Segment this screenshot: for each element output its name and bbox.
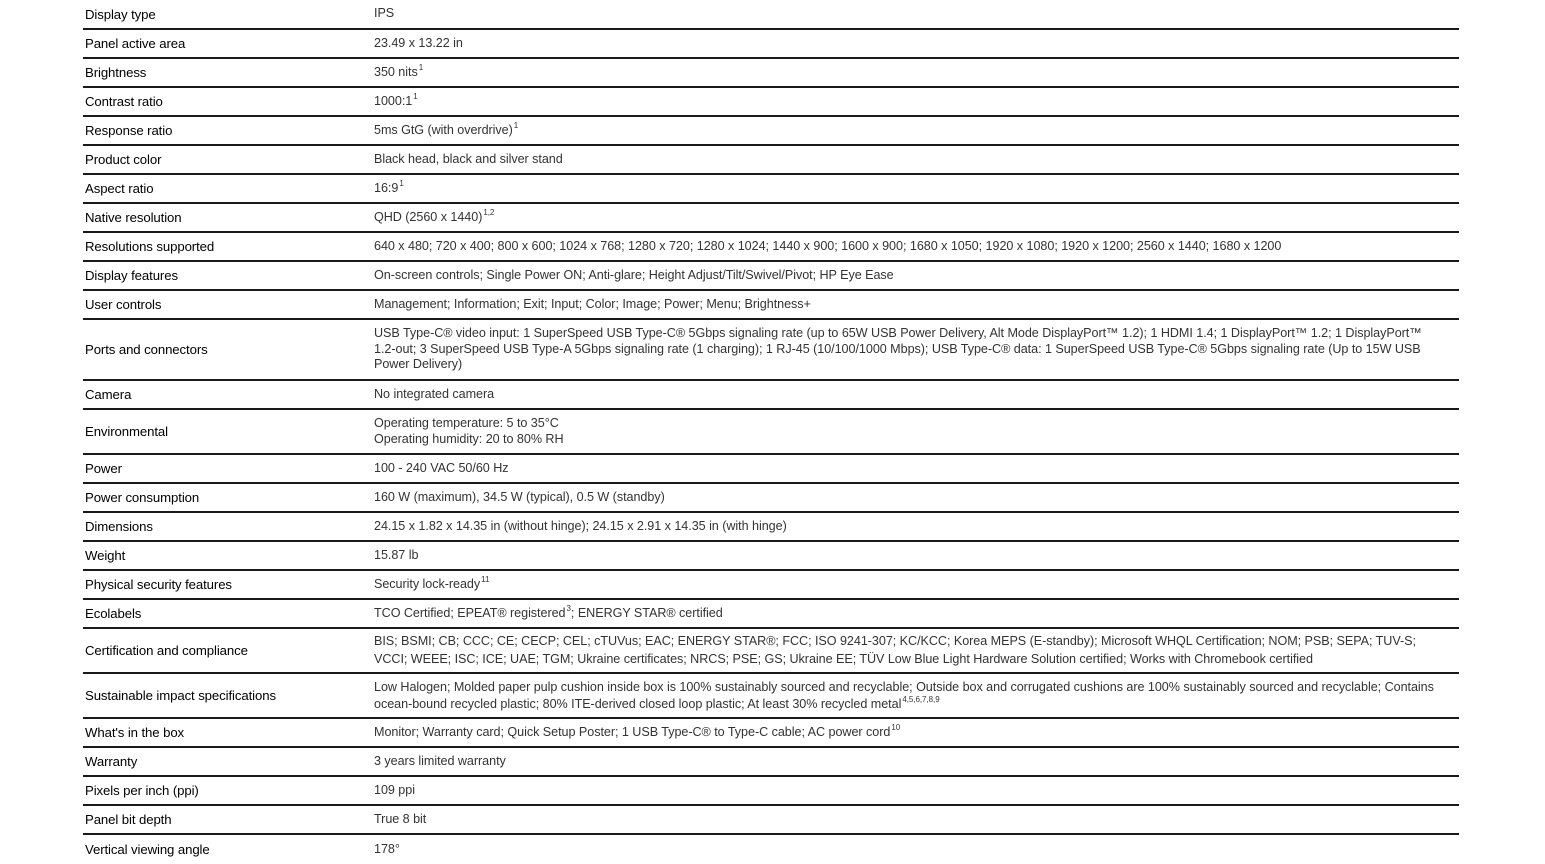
spec-label: Resolutions supported [85, 239, 215, 254]
spec-row-warranty [83, 748, 1459, 777]
spec-label: Brightness [85, 65, 147, 80]
spec-row-user-controls [83, 291, 1459, 320]
spec-value: Management; Information; Exit; Input; Color; Image; Power; Menu; Brightness+ [374, 296, 811, 311]
spec-row-resolutions-supported [83, 233, 1459, 262]
spec-row-environmental [83, 410, 1459, 455]
spec-label: Sustainable impact specifications [85, 688, 276, 703]
spec-value: TCO Certified; EPEAT® registered$^3$; ENERGY STAR® certified [374, 603, 723, 620]
spec-row-power-consumption [83, 484, 1459, 513]
footnote-ref: 1 [413, 91, 418, 101]
spec-row-weight [83, 542, 1459, 571]
spec-label: Product color [85, 152, 162, 167]
spec-value: Security lock-ready$^{11}$ [374, 574, 490, 591]
spec-row-sustainable-impact [83, 674, 1459, 719]
spec-value: 15.87 lb [374, 547, 419, 562]
spec-row-brightness [83, 59, 1459, 88]
spec-label: Vertical viewing angle [85, 842, 210, 857]
footnote-ref: 4,5,6,7,8,9 [902, 694, 940, 704]
spec-label: Camera [85, 387, 132, 402]
spec-row-certification [83, 629, 1459, 674]
spec-label: Ecolabels [85, 606, 142, 621]
spec-value: True 8 bit [374, 811, 427, 826]
spec-row-camera [83, 381, 1459, 410]
spec-row-pixels-per-inch [83, 777, 1459, 806]
spec-label: Warranty [85, 754, 138, 769]
spec-value: No integrated camera [374, 386, 495, 401]
spec-row-contrast-ratio [83, 88, 1459, 117]
spec-label: Weight [85, 548, 126, 563]
spec-value: 350 nits$^1$ [374, 62, 424, 79]
spec-label: Dimensions [85, 519, 153, 534]
spec-value: $16:9^1$ [374, 178, 404, 195]
spec-label: Ports and connectors [85, 342, 208, 357]
spec-value: 100 - 240 VAC 50/60 Hz [374, 460, 509, 475]
spec-label: Power consumption [85, 490, 200, 505]
spec-label: Aspect ratio [85, 181, 154, 196]
spec-label: Certification and compliance [85, 643, 248, 658]
spec-label: Pixels per inch (ppi) [85, 783, 199, 798]
spec-label: Panel active area [85, 36, 186, 51]
spec-value: On-screen controls; Single Power ON; Anti-glare; Height Adjust/Tilt/Swivel/Pivot; HP Eye Ease [374, 267, 894, 282]
spec-row-power [83, 455, 1459, 484]
spec-row-display-type [83, 0, 1459, 30]
spec-value: USB Type-C® video input: 1 SuperSpeed USB Type-C® 5Gbps signaling rate (up to 65W USB Power Delivery, Alt Mode DisplayPort™ 1.2); 1 HDMI 1.4; 1 DisplayPort™ 1.2; 1 DisplayPort™ 1.2-out; 3 SuperSpeed USB Type-A 5Gbps signaling rate (1 charging); 1 RJ-45 (10/100/1000 Mbps); USB Type-C® data: 1 SuperSpeed USB Type-C® 5Gbps signaling rate (Up to 15W USB Power Delivery) [374, 326, 1422, 372]
spec-row-panel-bit-depth [83, 806, 1459, 835]
spec-row-native-resolution [83, 204, 1459, 233]
spec-table [83, 0, 1459, 864]
spec-value: Monitor; Warranty card; Quick Setup Poster; 1 USB Type-C® to Type-C cable; AC power cord$^{10}$ [374, 722, 901, 739]
spec-value: Black head, black and silver stand [374, 151, 563, 166]
spec-value: 24.15 x 1.82 x 14.35 in (without hinge); 24.15 x 2.91 x 14.35 in (with hinge) [374, 518, 787, 533]
spec-row-physical-security [83, 571, 1459, 600]
spec-value: 178° [374, 841, 400, 856]
spec-row-response-ratio [83, 117, 1459, 146]
spec-label: Display type [85, 6, 156, 22]
spec-value: 109 ppi [374, 782, 415, 797]
spec-label: What's in the box [85, 725, 185, 740]
spec-value: $1000:1^1$ [374, 91, 418, 108]
spec-value: 3 years limited warranty [374, 753, 506, 768]
spec-value: Operating temperature: 5 to 35°C Operating humidity: 20 to 80% RH [374, 416, 564, 446]
spec-row-display-features [83, 262, 1459, 291]
spec-value: BIS; BSMI; CB; CCC; CE; CECP; CEL; cTUVus; EAC; ENERGY STAR®; FCC; ISO 9241-307; KC/KCC; Korea MEPS (E-standby); Microsoft WHQL Certification; NOM; PSB; SEPA; TUV-S; VCCI; WEEE; ISC; ICE; UAE; TGM; Ukraine certificates; NRCS; PSE; GS; Ukraine EE; TÜV Low Blue Light Hardware Solution certified; Works with Chromebook certified [374, 634, 1416, 666]
spec-label: Response ratio [85, 123, 173, 138]
spec-value: 160 W (maximum), 34.5 W (typical), 0.5 W (standby) [374, 489, 665, 504]
footnote-ref: 1 [399, 178, 404, 188]
spec-value: QHD (2560 x 1440)$^{1,2}$ [374, 207, 495, 224]
spec-label: Native resolution [85, 210, 182, 225]
spec-label: Physical security features [85, 577, 232, 592]
spec-row-whats-in-the-box [83, 719, 1459, 748]
spec-row-dimensions [83, 513, 1459, 542]
spec-value: 5ms GtG (with overdrive)$^1$ [374, 120, 519, 137]
spec-value: 640 x 480; 720 x 400; 800 x 600; 1024 x 768; 1280 x 720; 1280 x 1024; 1440 x 900; 1600 x 900; 1680 x 1050; 1920 x 1080; 1920 x 1200; 2560 x 1440; 1680 x 1200 [374, 238, 1282, 253]
spec-label: Panel bit depth [85, 812, 172, 827]
spec-row-vertical-viewing-angle [83, 835, 1459, 864]
spec-label: Power [85, 461, 122, 476]
spec-row-product-color [83, 146, 1459, 175]
spec-value: 23.49 x 13.22 in [374, 35, 463, 50]
spec-row-ecolabels [83, 600, 1459, 629]
spec-label: User controls [85, 297, 162, 312]
spec-label: Environmental [85, 424, 168, 439]
footnote-ref: 10 [891, 722, 901, 732]
footnote-ref: 11 [481, 574, 490, 584]
spec-value: Low Halogen; Molded paper pulp cushion inside box is 100% sustainably sourced and recyclable; Outside box and corrugated cushions are 100% sustainably sourced and recyclable; Contains ocean-bound recycled plastic; 80% ITE-derived closed loop plastic; At least 30% recycled metal$^{4,5,6,7,8,9}$ [374, 679, 1434, 711]
footnote-ref: 3 [566, 603, 571, 613]
footnote-ref: 1 [513, 120, 519, 130]
spec-row-panel-active-area [83, 30, 1459, 59]
footnote-ref: 1,2 [483, 207, 495, 217]
spec-label: Display features [85, 268, 178, 283]
spec-label: Contrast ratio [85, 94, 163, 109]
spec-row-aspect-ratio [83, 175, 1459, 204]
spec-value: IPS [374, 6, 395, 21]
spec-row-ports-and-connectors [83, 320, 1459, 381]
footnote-ref: 1 [418, 62, 424, 72]
